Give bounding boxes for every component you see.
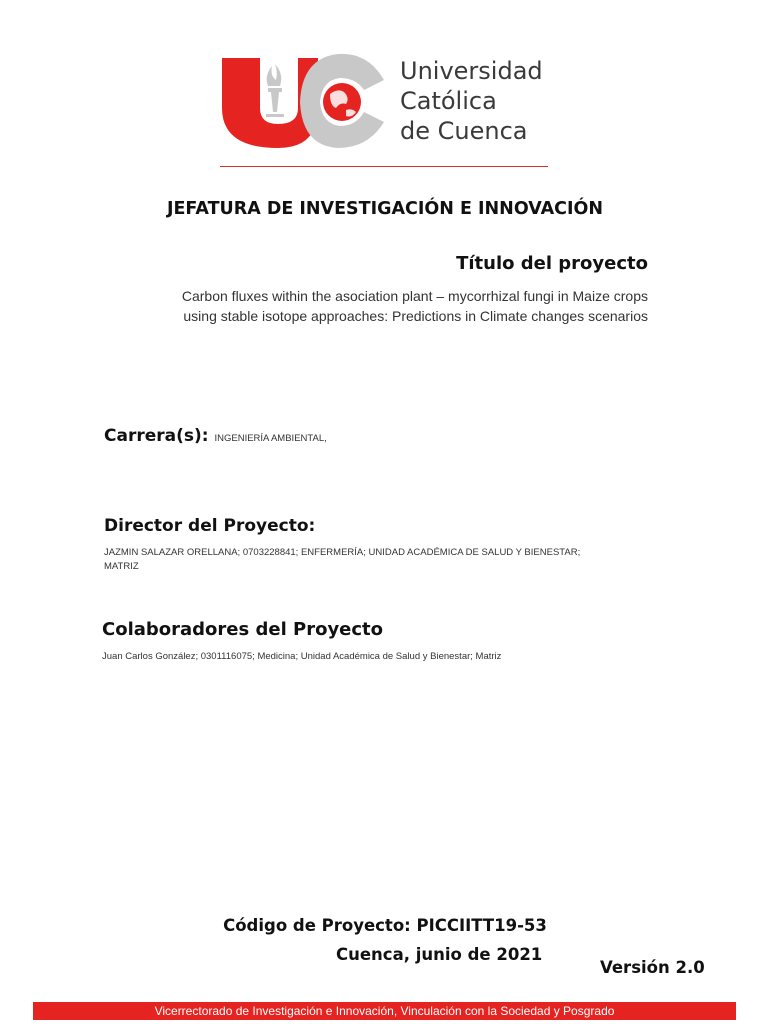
- university-name-line: Universidad: [400, 57, 543, 85]
- director-line: JAZMIN SALAZAR ORELLANA; 0703228841; ENFERMERÍA; UNIDAD ACADÉMICA DE SALUD Y BIENESTAR;: [104, 547, 581, 558]
- torch-icon: [266, 64, 284, 117]
- project-title-label: Título del proyecto: [456, 253, 648, 274]
- footer-text: Vicerrectorado de Investigación e Innovación, Vinculación con la Sociedad y Posgrado: [154, 1004, 615, 1018]
- university-name: [400, 56, 543, 146]
- collaborators-details: Juan Carlos González; 0301116075; Medicina; Unidad Académica de Salud y Bienestar; Matriz: [102, 651, 502, 662]
- careers-label: Carrera(s):: [104, 426, 209, 446]
- version-label: Versión 2.0: [600, 958, 705, 977]
- city-date: Cuenca, junio de 2021: [336, 945, 543, 964]
- department-heading: JEFATURA DE INVESTIGACIÓN E INNOVACIÓN: [166, 199, 604, 219]
- careers-section: [104, 426, 327, 446]
- careers-value: INGENIERÍA AMBIENTAL,: [214, 433, 327, 444]
- university-name-line: de Cuenca: [400, 117, 528, 145]
- footer-bar: [33, 1002, 736, 1020]
- director-line: MATRIZ: [104, 561, 139, 572]
- header-divider: [220, 166, 548, 167]
- project-title-line: using stable isotope approaches: Predictions in Climate changes scenarios: [183, 308, 648, 324]
- director-heading: Director del Proyecto:: [104, 516, 316, 536]
- project-title-line: Carbon fluxes within the asociation plant – mycorrhizal fungi in Maize crops: [181, 288, 648, 304]
- university-name-line: Católica: [400, 87, 497, 115]
- project-code: Código de Proyecto: PICCIITT19-53: [223, 916, 547, 935]
- collaborators-heading: Colaboradores del Proyecto: [102, 619, 384, 640]
- university-logo: [218, 50, 388, 150]
- director-details: [104, 546, 664, 574]
- project-title: [88, 286, 648, 326]
